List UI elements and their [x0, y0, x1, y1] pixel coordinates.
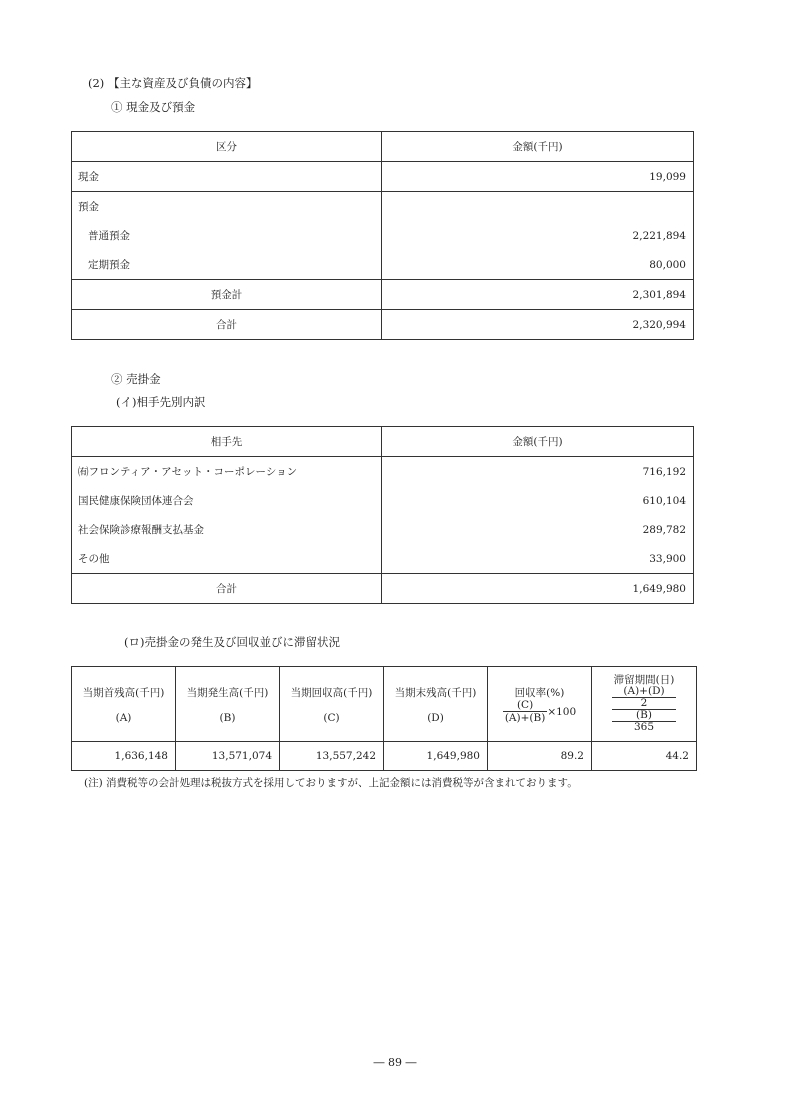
- table-header-row: [72, 427, 694, 457]
- row-label: 合計: [72, 310, 382, 340]
- cash-heading: ① 現金及び預金: [111, 100, 196, 114]
- row-label: ㈲フロンティア・アセット・コーポレーション: [72, 457, 382, 487]
- row-value: 1,649,980: [382, 574, 694, 604]
- table-row: [72, 250, 694, 280]
- table-row: [72, 515, 694, 544]
- header-label: 当期首残高(千円): [82, 686, 165, 699]
- header-sub: (A): [115, 711, 132, 724]
- row-label: 預金計: [72, 280, 382, 310]
- header-sub: (D): [427, 711, 444, 724]
- header-collected: [280, 667, 384, 742]
- formula-line4: 365: [633, 721, 655, 733]
- row-value: 19,099: [382, 162, 694, 192]
- header-sub: (B): [219, 711, 236, 724]
- header-label: 当期発生高(千円): [186, 686, 269, 699]
- row-label: 普通預金: [72, 221, 382, 250]
- row-label: 現金: [72, 162, 382, 192]
- value-closing-balance: 1,649,980: [384, 742, 488, 771]
- row-value: 716,192: [382, 457, 694, 487]
- table-row: [72, 544, 694, 574]
- table-row: [72, 162, 694, 192]
- turnover-heading: (ロ)売掛金の発生及び回収並びに滞留状況: [124, 635, 340, 649]
- header-category: 区分: [72, 132, 382, 162]
- header-label: 当期回収高(千円): [290, 686, 373, 699]
- header-counterparty: 相手先: [72, 427, 382, 457]
- row-label: その他: [72, 544, 382, 574]
- table-row: [72, 457, 694, 487]
- table-row: [72, 280, 694, 310]
- formula-line2: 2: [612, 698, 676, 710]
- header-label: 当期末残高(千円): [394, 686, 477, 699]
- formula-denominator: (A)+(B): [504, 711, 546, 724]
- table-row: [72, 574, 694, 604]
- value-collected: 13,557,242: [280, 742, 384, 771]
- formula-line3: (B): [612, 710, 676, 722]
- table-header-row: [72, 667, 697, 742]
- row-value: 2,320,994: [382, 310, 694, 340]
- value-incurred: 13,571,074: [176, 742, 280, 771]
- row-label: 預金: [72, 192, 382, 222]
- table-header-row: [72, 132, 694, 162]
- row-value: [382, 192, 694, 222]
- header-sub: (C): [323, 711, 340, 724]
- receivables-heading: ② 売掛金: [111, 372, 161, 386]
- value-opening-balance: 1,636,148: [72, 742, 176, 771]
- table-row: [72, 192, 694, 222]
- receivables-table: [71, 426, 694, 604]
- row-value: 2,221,894: [382, 221, 694, 250]
- row-value: 289,782: [382, 515, 694, 544]
- row-value: 80,000: [382, 250, 694, 280]
- footnote: (注) 消費税等の会計処理は税抜方式を採用しておりますが、上記金額には消費税等が含まれております。: [84, 777, 578, 789]
- table-row: [72, 742, 697, 771]
- header-incurred: [176, 667, 280, 742]
- value-retention-days: 44.2: [592, 742, 697, 771]
- table-row: [72, 486, 694, 515]
- header-amount: 金額(千円): [382, 132, 694, 162]
- header-closing-balance: [384, 667, 488, 742]
- formula-line1: (A)+(D): [612, 686, 676, 698]
- cash-table: [71, 131, 694, 340]
- header-label: 滞留期間(日): [613, 674, 675, 686]
- table-row: [72, 310, 694, 340]
- formula-multiplier: ×100: [547, 705, 577, 718]
- row-value: 610,104: [382, 486, 694, 515]
- days-formula: [594, 686, 694, 733]
- table-row: [72, 221, 694, 250]
- value-collection-rate: 89.2: [488, 742, 592, 771]
- header-retention-days: [592, 667, 697, 742]
- row-label: 社会保険診療報酬支払基金: [72, 515, 382, 544]
- row-label: 定期預金: [72, 250, 382, 280]
- row-value: 2,301,894: [382, 280, 694, 310]
- formula-numerator: (C): [503, 700, 547, 712]
- header-label: 回収率(%): [514, 686, 565, 699]
- section-heading: (2) 【主な資産及び負債の内容】: [88, 76, 258, 90]
- header-collection-rate: [488, 667, 592, 742]
- row-label: 国民健康保険団体連合会: [72, 486, 382, 515]
- turnover-table: [71, 666, 697, 771]
- receivables-subheading: (イ)相手先別内訳: [116, 395, 206, 409]
- rate-formula: [503, 700, 547, 724]
- row-label: 合計: [72, 574, 382, 604]
- page-number: ― 89 ―: [373, 1056, 417, 1069]
- header-opening-balance: [72, 667, 176, 742]
- header-amount: 金額(千円): [382, 427, 694, 457]
- row-value: 33,900: [382, 544, 694, 574]
